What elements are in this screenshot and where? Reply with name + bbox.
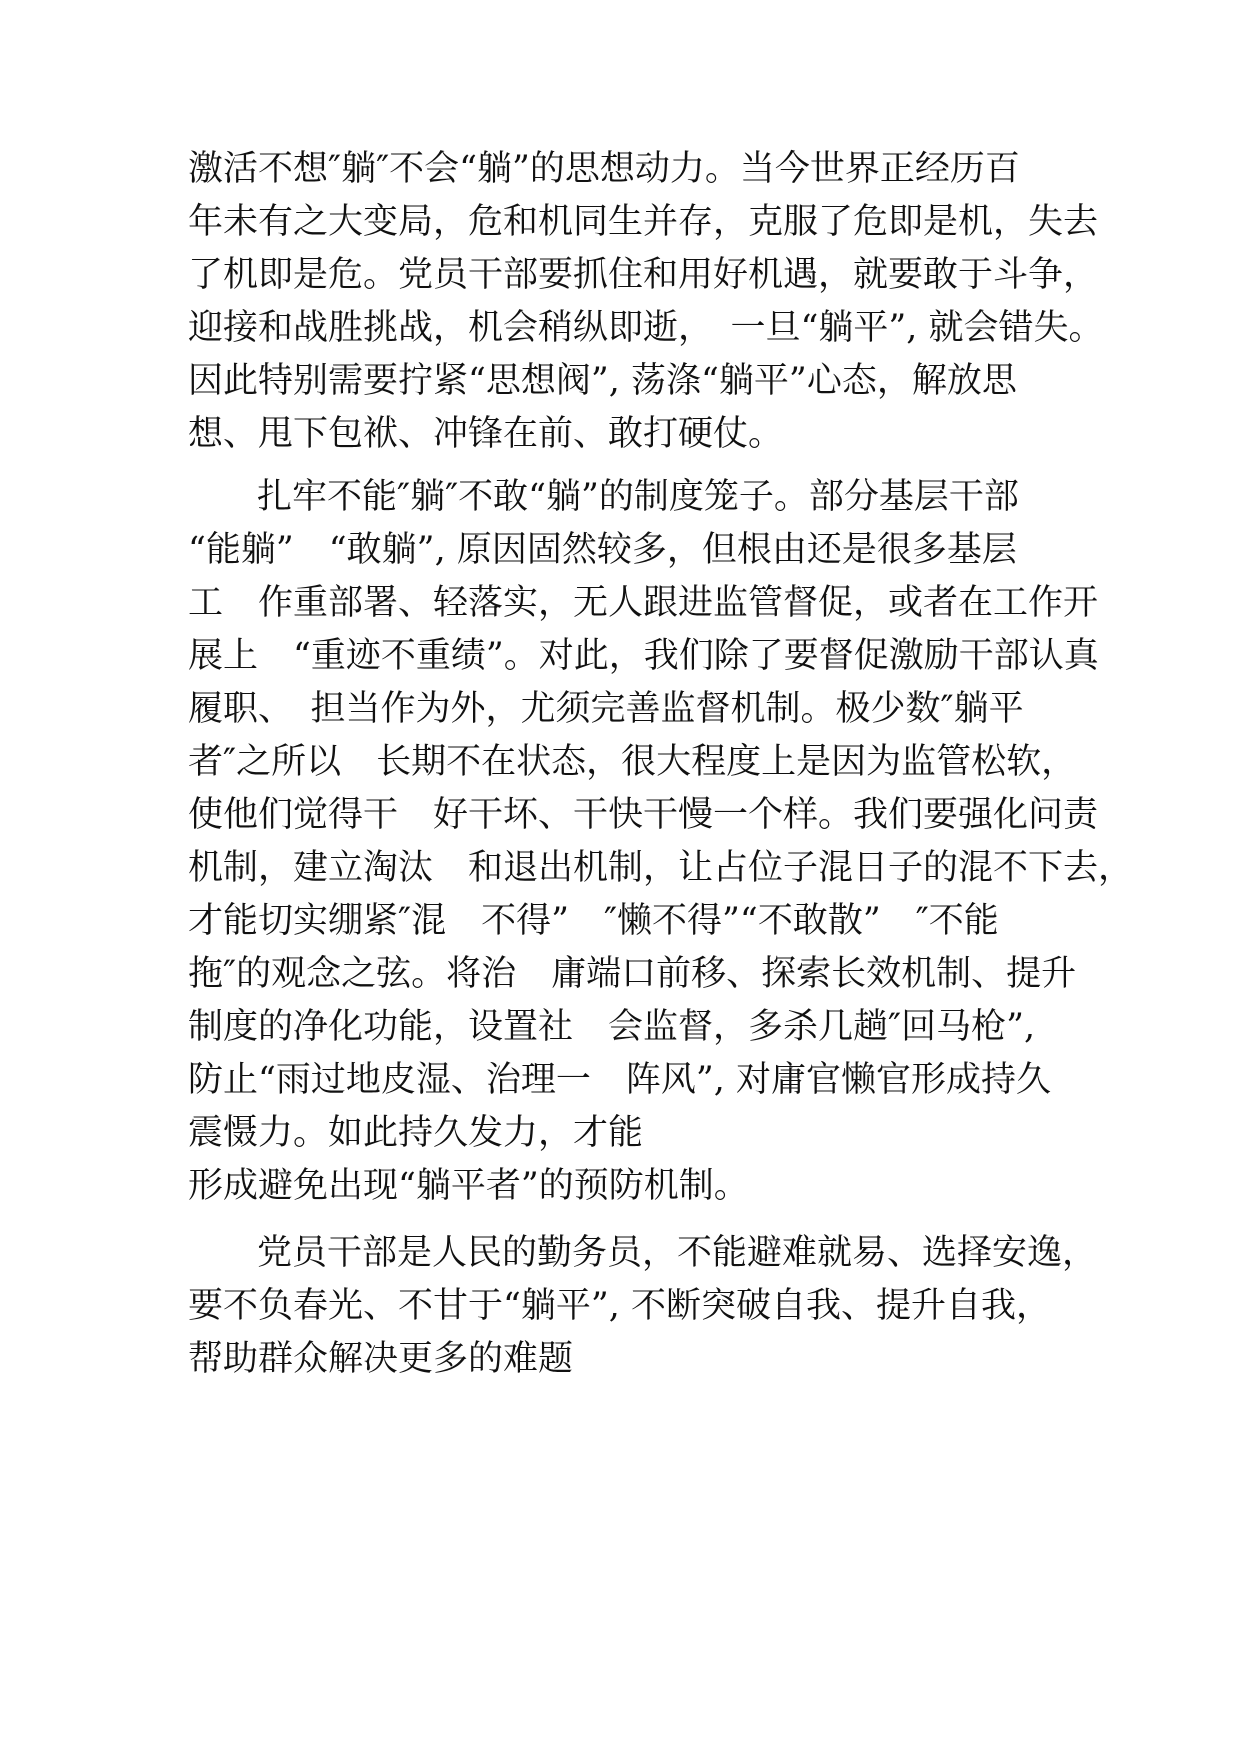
text-line: 了机即是危。党员干部要抓住和用好机遇，就要敢于斗争， — [188, 255, 1099, 295]
text-line: 扎牢不能″躺″不敢“躺”的制度笼子。部分基层干部 — [257, 477, 1019, 517]
text-line: 者″之所以 长期不在状态，很大程度上是因为监管松软， — [188, 742, 1077, 782]
text-line: 使他们觉得干 好干坏、干快干慢一个样。我们要强化问责 — [188, 795, 1099, 835]
text-line: 工 作重部署、轻落实，无人跟进监管督促，或者在工作开 — [188, 583, 1099, 623]
text-line: “能躺” “敢躺”, 原因固然较多，但根由还是很多基层 — [188, 530, 1017, 570]
text-line: 防止“雨过地皮湿、治理一 阵风”, 对庸官懒官形成持久 — [188, 1060, 1052, 1100]
text-line: 机制，建立淘汰 和退出机制，让占位子混日子的混不下去， — [188, 848, 1134, 888]
text-line: 党员干部是人民的勤务员，不能避难就易、选择安逸， — [257, 1233, 1098, 1273]
text-line: 形成避免出现“躺平者”的预防机制。 — [188, 1166, 749, 1206]
text-line: 帮助群众解决更多的难题 — [188, 1339, 574, 1379]
text-line: 迎接和战胜挑战，机会稍纵即逝， 一旦“躺平”, 就会错失。 — [188, 308, 1104, 348]
text-line: 展上 “重迹不重绩”。对此，我们除了要督促激励干部认真 — [188, 636, 1099, 676]
text-line: 制度的净化功能，设置社 会监督，多杀几趟″回马枪”, — [188, 1007, 1036, 1047]
text-line: 才能切实绷紧″混 不得” ″懒不得”“不敢散” ″不能 — [188, 901, 999, 941]
text-line: 年未有之大变局，危和机同生并存，克服了危即是机，失去 — [188, 202, 1099, 242]
text-line: 要不负春光、不甘于“躺平”, 不断突破自我、提升自我， — [188, 1286, 1052, 1326]
text-line: 激活不想″躺″不会“躺”的思想动力。当今世界正经历百 — [188, 149, 1020, 189]
text-line: 拖″的观念之弦。将治 庸端口前移、探索长效机制、提升 — [188, 954, 1077, 994]
text-line: 履职、 担当作为外，尤须完善监督机制。极少数″躺平 — [188, 689, 1024, 729]
text-line: 想、甩下包袱、冲锋在前、敢打硬仗。 — [188, 414, 784, 454]
text-line: 震慑力。如此持久发力，才能 — [188, 1113, 644, 1153]
text-line: 因此特别需要拧紧“思想阀”, 荡涤“躺平”心态，解放思 — [188, 361, 1017, 401]
